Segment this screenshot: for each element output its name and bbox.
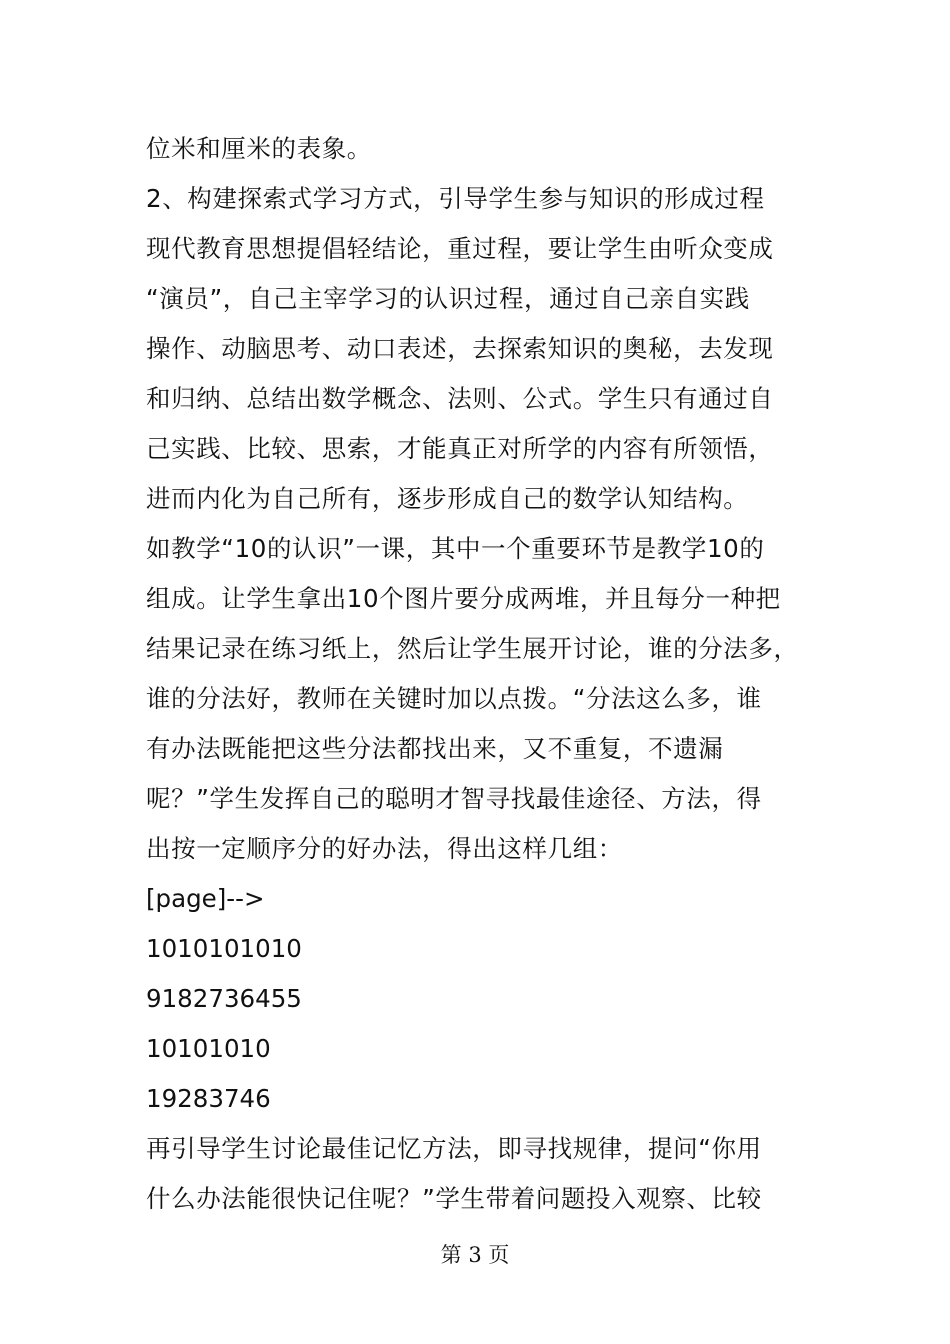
text-line: 结果记录在练习纸上，然后让学生展开讨论，谁的分法多， bbox=[146, 634, 799, 663]
text-line: 和归纳、总结出数学概念、法则、公式。学生只有通过自 bbox=[146, 384, 774, 413]
text-line: 己实践、比较、思索，才能真正对所学的内容有所领悟， bbox=[146, 434, 774, 463]
text-line: 位米和厘米的表象。 bbox=[146, 134, 372, 163]
text-line: 再引导学生讨论最佳记忆方法，即寻找规律，提问“你用 bbox=[146, 1134, 762, 1163]
text-line: 进而内化为自己所有，逐步形成自己的数学认知结构。 bbox=[146, 484, 749, 513]
text-line: 呢？”学生发挥自己的聪明才智寻找最佳途径、方法，得 bbox=[146, 784, 762, 813]
number-row: 1010101010 bbox=[146, 934, 302, 963]
text-line: 如教学“10的认识”一课，其中一个重要环节是教学10的 bbox=[146, 534, 765, 563]
page-number: 第 3 页 bbox=[440, 1243, 510, 1267]
text-line: 什么办法能很快记住呢？”学生带着问题投入观察、比较 bbox=[146, 1184, 762, 1213]
text-line: 组成。让学生拿出10个图片要分成两堆，并且每分一种把 bbox=[146, 584, 781, 613]
document-body bbox=[146, 124, 826, 1224]
text-line: [page]--> bbox=[146, 884, 265, 913]
text-line: 2、构建探索式学习方式，引导学生参与知识的形成过程 bbox=[146, 184, 765, 213]
text-line: 谁的分法好，教师在关键时加以点拨。“分法这么多，谁 bbox=[146, 684, 762, 713]
text-line: “演员”，自己主宰学习的认识过程，通过自己亲自实践 bbox=[146, 284, 750, 313]
text-line: 现代教育思想提倡轻结论，重过程，要让学生由听众变成 bbox=[146, 234, 774, 263]
text-line: 出按一定顺序分的好办法，得出这样几组： bbox=[146, 834, 623, 863]
text-line: 操作、动脑思考、动口表述，去探索知识的奥秘，去发现 bbox=[146, 334, 774, 363]
number-row: 19283746 bbox=[146, 1084, 271, 1113]
text-line: 有办法既能把这些分法都找出来，又不重复，不遗漏 bbox=[146, 734, 724, 763]
number-row: 9182736455 bbox=[146, 984, 302, 1013]
number-row: 10101010 bbox=[146, 1034, 271, 1063]
